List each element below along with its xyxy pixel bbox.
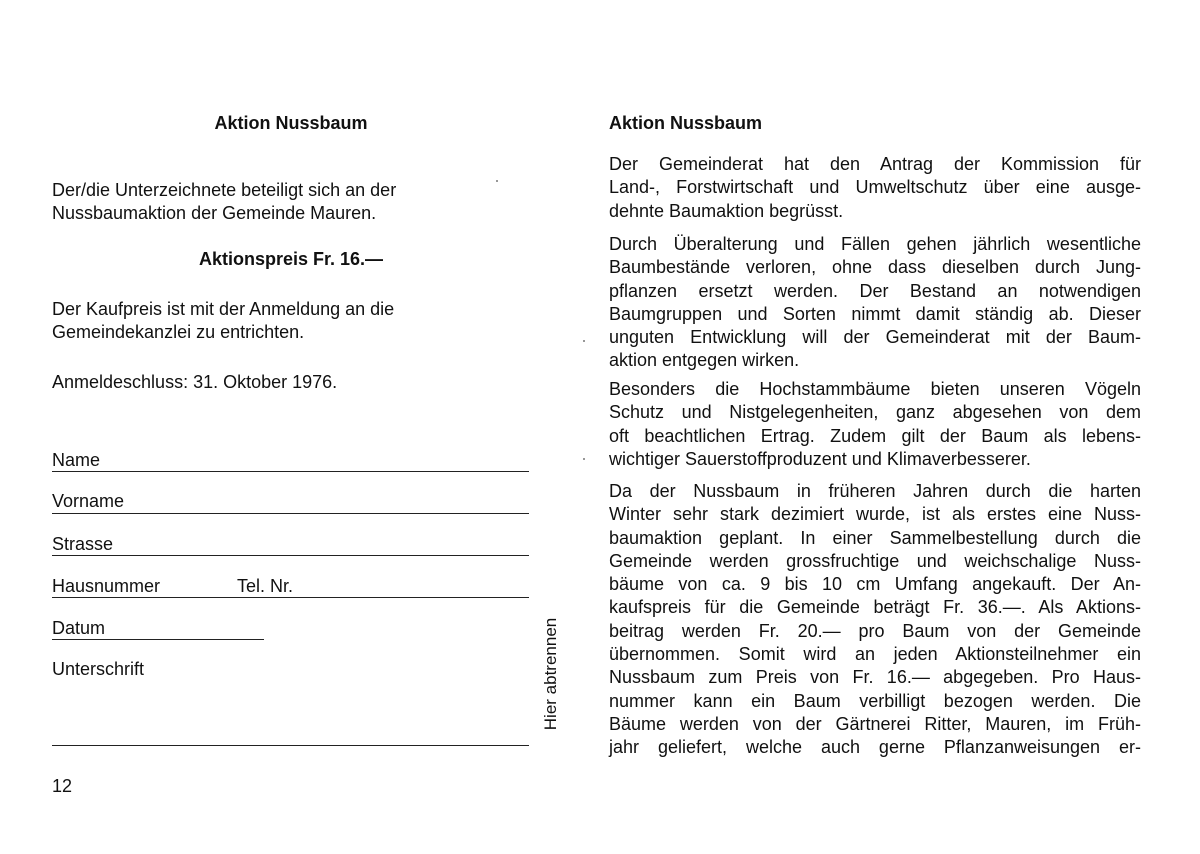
text-line: wichtiger Sauerstoffproduzent und Klimaverbesserer. [609,448,1031,469]
hausnummer-field-label: Hausnummer [52,576,161,596]
datum-field-line[interactable] [52,639,264,640]
text-line: Der Gemeinderat hat den Antrag der Kommission für [609,154,1141,174]
text-line: Bäume werden von der Gärtnerei Ritter, Mauren, im Früh- [609,713,1141,734]
scan-speck [583,340,585,342]
text-line: kaufspreis für die Gemeinde beträgt Fr. 36.—. Als Aktions- [609,597,1141,618]
strasse-field-label: Strasse [52,534,114,554]
article-title: Aktion Nussbaum [609,113,763,133]
form-intro-line-1: Der/die Unterzeichnete beteiligt sich an der [52,180,397,200]
tel-field-label: Tel. Nr. [237,576,294,596]
vorname-field-label: Vorname [52,491,125,511]
text-line: Land-, Forstwirtschaft und Umweltschutz über eine ausge- [609,177,1141,198]
text-line: übernommen. Somit wird an jeden Aktionsteilnehmer ein [609,644,1141,665]
article-paragraph-2 [609,233,1141,373]
text-line: Da der Nussbaum in früheren Jahren durch die harten [609,481,1141,501]
datum-field-label: Datum [52,618,106,638]
action-price: Aktionspreis Fr. 16.— [198,249,384,269]
payment-note-line-1: Der Kaufpreis ist mit der Anmeldung an die [52,299,395,319]
article-paragraph-4 [609,480,1141,760]
text-line: Gemeinde werden grossfruchtige und weichschalige Nuss- [609,550,1141,571]
article-paragraph-3 [609,378,1141,471]
text-line: jahr geliefert, welche auch gerne Pflanzanweisungen er- [609,737,1141,758]
hausnummer-tel-field-line[interactable] [52,597,529,598]
scan-speck [496,180,498,182]
text-line: Besonders die Hochstammbäume bieten unseren Vögeln [609,379,1141,399]
payment-note-line-2: Gemeindekanzlei zu entrichten. [52,322,305,342]
page-number: 12 [52,776,73,796]
name-field-line[interactable] [52,471,529,472]
text-line: baumaktion geplant. In einer Sammelbestellung durch die [609,527,1141,548]
vorname-field-line[interactable] [52,513,529,514]
text-line: bäume von ca. 9 bis 10 cm Umfang angekauft. Der An- [609,574,1141,595]
scan-speck [583,458,585,460]
text-line: oft beachtlichen Ertrag. Zudem gilt der Baum als lebens- [609,425,1141,446]
form-title: Aktion Nussbaum [214,113,368,133]
text-line: Schutz und Nistgelegenheiten, ganz abgesehen von dem [609,402,1141,423]
article-paragraph-1 [609,153,1141,223]
unterschrift-field-label: Unterschrift [52,659,145,679]
registration-deadline: Anmeldeschluss: 31. Oktober 1976. [52,372,338,392]
cut-here-label: Hier abtrennen [541,617,560,731]
signature-line[interactable] [52,745,529,746]
text-line: aktion entgegen wirken. [609,350,800,371]
text-line: nummer kann ein Baum verbilligt bezogen werden. Die [609,690,1141,711]
text-line: Baumgruppen und Sorten nimmt damit ständig ab. Dieser [609,303,1141,324]
text-line: Nussbaum zum Preis von Fr. 16.— abgegeben. Pro Haus- [609,667,1141,688]
name-field-label: Name [52,450,101,470]
text-line: beitrag werden Fr. 20.— pro Baum von der Gemeinde [609,620,1141,641]
strasse-field-line[interactable] [52,555,529,556]
form-intro-line-2: Nussbaumaktion der Gemeinde Mauren. [52,203,377,223]
text-line: unguten Entwicklung will der Gemeinderat mit der Baum- [609,327,1141,348]
text-line: Durch Überalterung und Fällen gehen jährlich wesentliche [609,234,1141,254]
text-line: Baumbestände verloren, ohne dass dieselben durch Jung- [609,257,1141,278]
text-line: dehnte Baumaktion begrüsst. [609,200,844,221]
text-line: pflanzen ersetzt werden. Der Bestand an notwendigen [609,280,1141,301]
text-line: Winter sehr stark dezimiert wurde, ist als erstes eine Nuss- [609,504,1141,525]
